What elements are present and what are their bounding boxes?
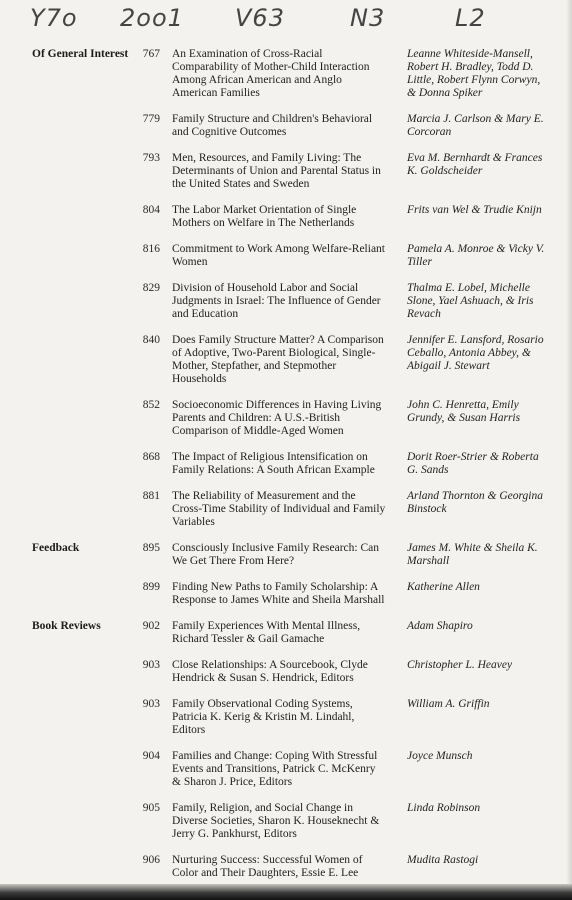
page-number: 903	[142, 659, 160, 671]
article-title: Commitment to Work Among Welfare-Reliant Women	[172, 243, 385, 268]
page-number: 906	[142, 854, 160, 866]
article-title: Close Relationships: A Sourcebook, Clyde Hendrick & Susan S. Hendrick, Editors	[172, 659, 368, 684]
article-authors: Eva M. Bernhardt & Frances K. Goldscheider	[407, 152, 543, 177]
article-title: Finding New Paths to Family Scholarship: A Response to James White and Sheila Marshall	[172, 581, 385, 606]
article-authors: Arland Thornton & Georgina Binstock	[407, 490, 543, 515]
page-number: 902	[142, 620, 160, 632]
page-number: 895	[142, 542, 160, 554]
toc-entry	[0, 490, 572, 529]
article-authors: Linda Robinson	[407, 802, 481, 814]
toc-entry	[0, 659, 572, 685]
page-number: 767	[142, 48, 160, 60]
page-number: 804	[142, 204, 160, 216]
toc-entry	[0, 48, 572, 100]
page-number: 881	[142, 490, 160, 502]
page-number: 905	[142, 802, 160, 814]
article-title: Consciously Inclusive Family Research: Can We Get There From Here?	[172, 542, 379, 567]
page-number: 903	[142, 698, 160, 710]
toc-entry	[0, 113, 572, 139]
handwritten-note: L2	[455, 4, 486, 32]
article-title: Nurturing Success: Successful Women of Color and Their Daughters, Essie E. Lee	[172, 854, 363, 879]
page-number: 868	[142, 451, 160, 463]
article-title: An Examination of Cross-Racial Comparability of Mother-Child Interaction Among African American and Anglo American Families	[172, 48, 370, 99]
article-authors: Dorit Roer-Strier & Roberta G. Sands	[407, 451, 539, 476]
article-title: Families and Change: Coping With Stressful Events and Transitions, Patrick C. McKenry & Sharon J. Price, Editors	[172, 750, 378, 788]
handwritten-note: 2oo1	[120, 4, 184, 32]
article-authors: William A. Griffin	[407, 698, 490, 710]
page-edge	[566, 0, 572, 900]
article-authors: Thalma E. Lobel, Michelle Slone, Yael Ashuach, & Iris Revach	[407, 282, 534, 320]
toc-entry	[0, 334, 572, 386]
page-number: 816	[142, 243, 160, 255]
handwritten-note: Y7o	[30, 4, 78, 32]
page-number: 793	[142, 152, 160, 164]
page-number: 840	[142, 334, 160, 346]
article-title: The Labor Market Orientation of Single Mothers on Welfare in The Netherlands	[172, 204, 357, 229]
page-number: 852	[142, 399, 160, 411]
article-title: Socioeconomic Differences in Having Living Parents and Children: A U.S.-British Comparison of Middle-Aged Women	[172, 399, 382, 437]
page-number: 779	[142, 113, 160, 125]
toc-entry	[0, 282, 572, 321]
toc-entry	[0, 204, 572, 230]
article-authors: Jennifer E. Lansford, Rosario Ceballo, Antonia Abbey, & Abigail J. Stewart	[407, 334, 544, 372]
article-authors: Katherine Allen	[407, 581, 480, 593]
toc-entry	[0, 750, 572, 789]
toc-entry	[0, 152, 572, 191]
article-authors: Christopher L. Heavey	[407, 659, 513, 671]
table-of-contents	[0, 48, 572, 893]
scan-shadow	[0, 884, 572, 900]
toc-section	[0, 620, 572, 880]
article-title: Family Structure and Children's Behavioral and Cognitive Outcomes	[172, 113, 373, 138]
article-title: Family Observational Coding Systems, Patricia K. Kerig & Kristin M. Lindahl, Editors	[172, 698, 355, 736]
article-title: Men, Resources, and Family Living: The Determinants of Union and Parental Status in the United States and Sweden	[172, 152, 381, 190]
article-title: Family, Religion, and Social Change in Diverse Societies, Sharon K. Houseknecht & Jerry G. Pankhurst, Editors	[172, 802, 380, 840]
article-authors: Marcia J. Carlson & Mary E. Corcoran	[407, 113, 544, 138]
toc-entry	[0, 620, 572, 646]
toc-entry	[0, 802, 572, 841]
section-label: Of General Interest	[32, 48, 129, 60]
toc-entry	[0, 542, 572, 568]
article-authors: Mudita Rastogi	[407, 854, 479, 866]
toc-entry	[0, 581, 572, 607]
article-authors: James M. White & Sheila K. Marshall	[407, 542, 538, 567]
handwritten-annotations	[0, 4, 572, 34]
toc-entry	[0, 451, 572, 477]
toc-entry	[0, 399, 572, 438]
section-label: Book Reviews	[32, 620, 101, 632]
article-authors: Adam Shapiro	[407, 620, 473, 632]
article-authors: Pamela A. Monroe & Vicky V. Tiller	[407, 243, 545, 268]
toc-section	[0, 48, 572, 529]
article-title: Family Experiences With Mental Illness, Richard Tessler & Gail Gamache	[172, 620, 361, 645]
handwritten-note: V63	[235, 4, 285, 32]
page-number: 904	[142, 750, 160, 762]
toc-entry	[0, 243, 572, 269]
article-authors: John C. Henretta, Emily Grundy, & Susan Harris	[407, 399, 521, 424]
article-title: The Reliability of Measurement and the Cross-Time Stability of Individual and Family Variables	[172, 490, 386, 528]
page-number: 829	[142, 282, 160, 294]
article-title: Does Family Structure Matter? A Comparison of Adoptive, Two-Parent Biological, Single-Mother, Stepfather, and Stepmother Households	[172, 334, 384, 385]
handwritten-note: N3	[350, 4, 386, 32]
section-label: Feedback	[32, 542, 80, 554]
toc-entry	[0, 854, 572, 880]
toc-entry	[0, 698, 572, 737]
article-authors: Frits van Wel & Trudie Knijn	[407, 204, 542, 216]
page-number: 899	[142, 581, 160, 593]
article-title: Division of Household Labor and Social Judgments in Israel: The Influence of Gender and Education	[172, 282, 381, 320]
article-authors: Leanne Whiteside-Mansell, Robert H. Bradley, Todd D. Little, Robert Flynn Corwyn, & Donna Spiker	[407, 48, 541, 99]
article-title: The Impact of Religious Intensification on Family Relations: A South African Example	[172, 451, 375, 476]
article-authors: Joyce Munsch	[407, 750, 473, 762]
toc-section	[0, 542, 572, 607]
